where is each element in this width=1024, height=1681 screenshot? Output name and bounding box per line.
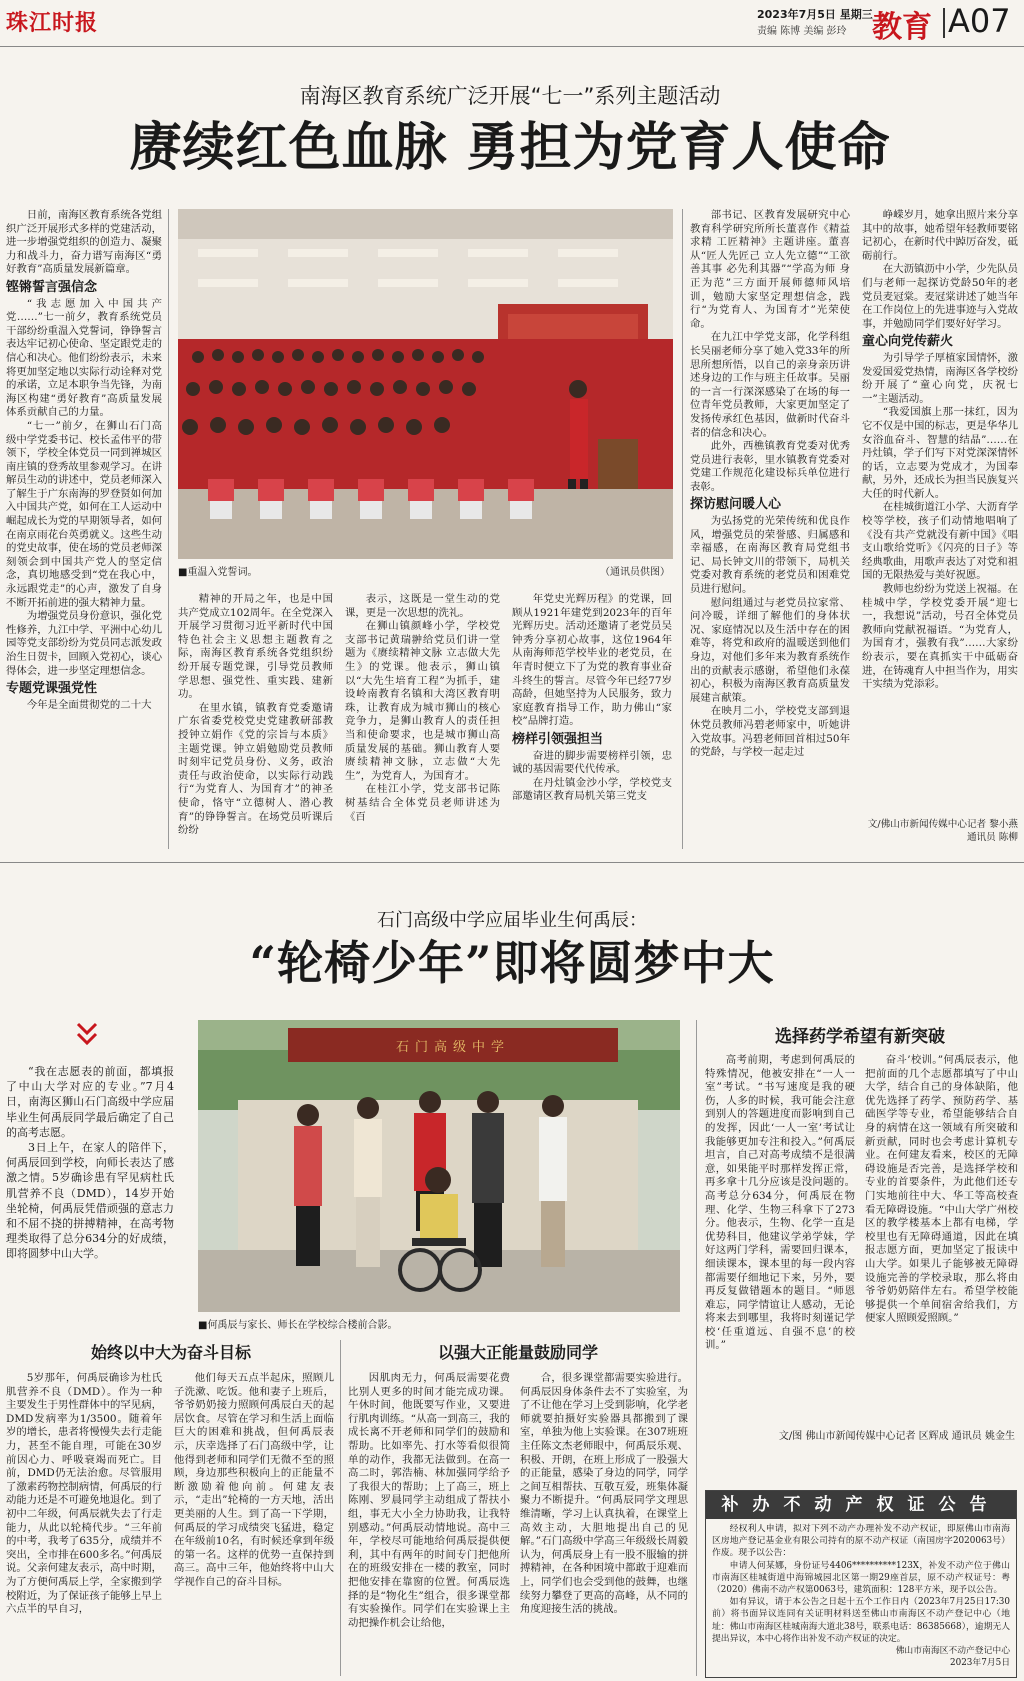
section-heading: 选择药学希望有新突破 <box>775 1027 945 1047</box>
paragraph: 在大沥镇沥中小学，少先队员们与老师一起探访党龄50年的老党员麦冠棠。麦冠棠讲述了她当年在工作岗位上的先进事迹与入党故事，并勉励同学们要好好学习。 <box>862 263 1018 330</box>
paragraph: 在桂江小学，党支部书记陈树基结合全体党员老师讲述为《百 <box>345 783 500 823</box>
paragraph: 在桂城街道江小学、大沥育学校等学校，孩子们动情地唱响了《没有共产党就没有新中国》《唱支山歌给党听》《闪亮的日子》等经典歌曲，用歌声表达了对党和祖国的无限热爱与美好祝愿。 <box>862 501 1018 582</box>
paragraph: 奋斗’校训。”何禹辰表示，他把前面的几个志愿都填写了中山大学，结合自己的身体缺陷，他优先选择了药学、预防药学、基础医学等专业，希望能够结合自身的病情在这一领域有所突破和新贡献，同时也会考虑计算机专业。在何建友看来，校区的无障碍设施是否完善，是选择学校和专业的首要条件，为此他们还专门实地前往中大、华工等高校查看无障碍设施。“中山大学广州校区的教学楼基本上都有电梯，学校里也有无障碍通道，因此在填报志愿方面，更加坚定了报读中山大学。如果儿子能够被无障碍设施完善的学校录取，那么将由爷爷奶奶陪伴左右。希望学校能够提供一个单间宿舍给我们，方便家人照顾爱照顾。” <box>865 1054 1018 1325</box>
oath-photo-caption: ■重温入党誓词。 <box>178 567 258 578</box>
story-divider <box>0 862 1024 863</box>
subheading: 榜样引领强担当 <box>512 731 604 747</box>
paragraph: “我志愿加入中国共产党……”七一前夕，教育系统党员干部纷纷重温入党誓词，铮铮誓言表达牢记初心使命、坚定跟党走的信心和决心。他们纷纷表示，未来将更加坚定地以实际行动诠释对党的承诺，立足本职争当先锋，为南海区构建“勇好教育”高质量发展体系贡献自己的力量。 <box>6 297 162 419</box>
paragraph: 今年是全面贯彻党的二十大 <box>26 698 152 711</box>
paragraph: 表示，这既是一堂生动的党课，更是一次思想的洗礼。 <box>345 593 500 619</box>
story2-lead <box>6 1064 174 1318</box>
paragraph: 高考前期，考虑到何禹辰的特殊情况，他被安排在“一人一室”考试。“书写速度是我的硬伤，人多的时候，我可能会注意到别人的答题进度而影响到自己的发挥，因此‘一人一室’考试让我能够更加专注和投入。”何禹辰坦言，自己对高考成绩不是很满意，如果能平时那样发挥正常，再多拿十几分应该是没问题的。高考总分634分，何禹辰在物理、化学、生物三科拿下了273分。他表示，生物、化学一直是优势科目，他建议学弟学妹，学好这两门学科，需要回归课本，细读课本，课本里的每一段内容都需要仔细地记下来，另外，要再反复做错题本的题目。“师恩难忘，同学情谊让人感动，无论将来去到哪里，我将时刻谨记学校‘任重道远、自强不息’的校训。” <box>705 1054 855 1352</box>
section-name: 教育 <box>872 10 932 45</box>
school-sign: 石门高级中学 <box>395 1040 510 1055</box>
graduate-photo-caption: ■何禹辰与家长、师长在学校综合楼前合影。 <box>198 1320 398 1331</box>
paragraph: 慰问组通过与老党员拉家常、问冷暖，详细了解他们的身体状况、家庭情况以及生活中存在的困难等，将党和政府的温暖送到他们身边，对他们多年来为教育系统作出的贡献表示感谢，希望他们永葆初心，积极为南海区教育高质量发展建言献策。 <box>690 596 850 704</box>
subheading: 探访慰问暖人心 <box>690 497 782 513</box>
story1-column-2 <box>178 593 333 849</box>
column-rule <box>168 209 169 849</box>
story2-column-c <box>348 1372 510 1676</box>
paragraph: 5岁那年，何禹辰确诊为杜氏肌营养不良（DMD）。作为一种主要发生于男性群体中的罕见病，DMD发病率为1/3500。随着年岁的增长，患者将慢慢失去行走能力，甚至不能自理，可能在30岁前因心力、呼吸衰竭而死亡。目前，DMD仍无法治愈。尽管服用了激素药物控制病情，何禹辰的行动能力还是不可避免地退化。到了初中二年级，何禹辰就失去了行走能力，从此以轮椅代步。“三年前的中考，我考了635分，成绩并不突出，全市排在600多名。”何禹辰说。父亲何建友表示，高中时期，为了方便何禹辰上学，全家搬到学校附近，为了保证孩子能够上早上六点半的早自习， <box>6 1372 162 1616</box>
column-rule <box>682 209 683 849</box>
paragraph: 如有异议，请于本公告之日起十五个工作日内（2023年7月25日17:30前）将书面异议连同有关证明材料送至佛山市南海区不动产登记中心（地址：佛山市南海区桂城南海大道北38号，联系电话：86385668），逾期无人提出异议，本中心将作出补发不动产权证的决定。 <box>712 1597 1010 1644</box>
byline: 文/图 佛山市新闻传媒中心记者 区辉成 通讯员 姚金生 <box>778 1431 1015 1442</box>
story2-byline <box>705 1430 1015 1484</box>
notice-date: 2023年7月5日 <box>950 1658 1010 1669</box>
oath-photo-credit: （通讯员供图） <box>600 567 670 578</box>
oath-photo-image <box>178 209 673 579</box>
paragraph: 精神的开局之年，也是中国共产党成立102周年。在全党深入开展学习贯彻习近平新时代中国特色社会主义思想主题教育之际，南海区教育系统各党组织纷纷开展专题党课，引导党员教师学思想、强党性、重实践、建新功。 <box>178 593 333 701</box>
column-rule <box>340 1340 341 1676</box>
paragraph: 合，很多课堂都需要实验进行。何禹辰因身体条件去不了实验室，为了不让他在学习上受到影响，化学老师就要拍摄好实验器具都搬到了课室，单独为他上实验课。在307班班主任陈文杰老师眼中，何禹辰乐观、积极、开朗，在班上形成了一股强大的正能量，感染了身边的同学，同学之间互相帮扶、互敬互爱，班集体凝聚力不断提升。“何禹辰同学文理思维清晰，学习上认真执着，在课堂上高效主动，大胆地提出自己的见解。”石门高级中学高三年级级长周毅认为，何禹辰身上有一股不服输的拼搏精神，在各种困境中都敢于迎难而上，同学们也会受到他的鼓舞，也继续努力攀登了更高的高峰，从不同的角度迎接生活的挑战。 <box>520 1372 688 1616</box>
story1-column-6 <box>862 209 1018 815</box>
story2-subtitle: 石门高级中学应届毕业生何禹辰： <box>377 910 647 931</box>
paragraph: 在九江中学党支部，化学科组长吴丽老师分享了她入党33年的所思所想所悟，以自己的亲身亲历讲述身边的工作与班主任故事。吴丽的一言一行深深感染了在场的每一位青年党员教师，大家更加坚定了发扬传承红色基因，做新时代奋斗者的信念和决心。 <box>690 331 850 439</box>
graduate-photo <box>198 1020 680 1312</box>
paragraph: 在丹灶镇金沙小学，学校党支部邀请区教育局机关第三党支 <box>512 776 672 803</box>
story2-column-a <box>6 1372 162 1676</box>
story2-column-f <box>865 1054 1018 1420</box>
paragraph: “七一”前夕，在狮山石门高级中学党委书记、校长孟伟平的带领下，学校全体党员一同到禅城区南庄镇的登秀故里参观学习。在讲解员生动的讲述中，党员老师深入了解生于广东南海的罗登贤如何加入中国共产党，如何在工人运动中崛起成长为党的早期领导者，如何在南京雨花台英勇就义。这些生动的党史故事，使在场的党员老师深刻领会到中国共产党人的坚定信念，真切地感受到“党在我心中，永远跟党走”的心声，激发了自身不断开拓前进的强大精神力量。 <box>6 419 162 609</box>
story2-column-e <box>705 1054 855 1420</box>
paragraph: 3日上午，在家人的陪伴下，何禹辰回到学校，向师长表达了感激之情。5岁确诊患有罕见病杜氏肌营养不良（DMD），14岁开始坐轮椅，何禹辰凭借顽强的意志力和不屈不挠的拼搏精神，在高考物理类取得了总分634分的好成绩，即将圆梦中山大学。 <box>6 1141 174 1261</box>
paragraph: 峥嵘岁月，她拿出照片来分享其中的故事，她希望年轻教师要铭记初心，在新时代中踔厉奋发，砥砺前行。 <box>862 209 1018 262</box>
story1-column-4 <box>512 593 672 849</box>
paragraph: 此外，西樵镇教育党委对优秀党员进行表彰，里水镇教育党委对党建工作规范化建设标兵单位进行表彰。 <box>690 440 850 493</box>
paragraph: 为弘扬党的光荣传统和优良作风，增强党员的荣誉感、归属感和幸福感，在南海区教育局党组书记、局长钟文川的带领下，局机关党委对教育系统的老党员和困难党员进行慰问。 <box>690 515 850 596</box>
story1-column-1 <box>6 209 162 849</box>
story2-column-b <box>174 1372 334 1676</box>
byline: 文/佛山市新闻传媒中心记者 黎小燕 通讯员 陈柳 <box>867 819 1018 843</box>
paragraph: 教师也纷纷为党送上祝福。在桂城中学，学校党委开展“迎七一，我想说”活动，号召全体党员教师向党献祝福语。“为党育人，为国育才，强教有我”……大家纷纷表示，要在真抓实干中砥砺奋进，在铸魂育人中担当作为，用实干实绩为党添彩。 <box>862 583 1018 691</box>
oath-photo <box>178 209 673 579</box>
paragraph: 他们每天五点半起床，照顾儿子洗漱、吃饭。他和妻子上班后，爷爷奶奶接力照顾何禹辰白天的起居饮食。尽管在学习和生活上面临巨大的困难和挑战，但何禹辰表示，庆幸选择了石门高级中学，让他得到老师和同学们无微不至的照顾，身边那些积极向上的正能量不断激励着他向前。何建友表示，“走出”轮椅的一方天地，活出更美丽的人生。到了高一下学期，何禹辰的学习成绩突飞猛进，稳定在年级前10名，有时候还拿到年级的第一名。这样的优势一直保持到高三。高中三年，他始终将中山大学视作自己的奋斗目标。 <box>174 1372 334 1588</box>
legal-notice <box>705 1490 1017 1678</box>
subheading: 铿锵誓言强信念 <box>6 279 98 295</box>
paragraph: 经权利人申请，拟对下列不动产办理补发不动产权证，即原佛山市南海区房地产登记基金业有限公司持有的原不动产权证（南国房字2020063号）作废。现予以公告： <box>712 1524 1010 1559</box>
section-heading: 始终以中大为奋斗目标 <box>90 1343 251 1362</box>
masthead-rule <box>0 46 1024 47</box>
section-heading: 以强大正能量鼓励同学 <box>437 1343 598 1362</box>
paragraph: 在狮山镇颜峰小学，学校党支部书记黄瑞翀给党员们讲一堂题为《赓续精神文脉 立志做大先生》的党课。他表示，狮山镇以“大先生培育工程”为抓手，建设岭南教育名镇和大湾区教育明珠，让教育成为城市狮山的核心竞争力，是狮山教育人的责任担当和使命要求，也是城市狮山高质量发展的基础。狮山教育人要赓续精神文脉，立志做“大先生”，为党育人，为国育才。 <box>345 620 500 782</box>
editors-credit: 责编 陈博 美编 彭玲 <box>757 26 847 37</box>
paragraph: 日前，南海区教育系统各党组织广泛开展形式多样的党建活动，进一步增强党组织的创造力、凝聚力和战斗力，奋力谱写南海区“勇好教育”高质量发展新篇章。 <box>6 209 162 276</box>
story1-subtitle: 南海区教育系统广泛开展“七一”系列主题活动 <box>299 84 721 108</box>
story1-column-5 <box>690 209 850 849</box>
paragraph: “我在志愿表的前面，都填报了中山大学对应的专业。”7月4日，南海区狮山石门高级中学应届毕业生何禹辰同学最后确定了自己的高考志愿。 <box>6 1065 174 1139</box>
paper-name-logo: 珠江时报 <box>6 10 99 36</box>
page-number: A07 <box>948 2 1011 40</box>
story1-headline: 赓续红色血脉 勇担为党育人使命 <box>129 117 891 178</box>
notice-body <box>712 1523 1010 1669</box>
masthead <box>0 0 1024 48</box>
issue-date: 2023年7月5日 星期三 <box>757 8 873 21</box>
story1-byline <box>862 818 1018 850</box>
notice-issuer: 佛山市南海区不动产登记中心 <box>895 1646 1010 1657</box>
story2-headline: “轮椅少年”即将圆梦中大 <box>249 936 775 990</box>
subheading: 童心向党传薪火 <box>862 334 954 350</box>
story2-column-d <box>520 1372 688 1676</box>
paragraph: “我爱国旗上那一抹红，因为它不仅是中国的标志，更是华华儿女浴血奋斗、智慧的结晶”……在丹灶镇，学子们写下对党深深情怀的话，立志要为党成才，为国奉献，另外，还成长为担当民族复兴大任的时代新人。 <box>862 406 1018 500</box>
subheading: 专题党课强党性 <box>6 681 98 697</box>
paragraph: 在映月二小，学校党支部到退休党员教师冯碧老师家中，听她讲入党故事。冯碧老师回首相过50年的党龄，与学校一起走过 <box>690 705 850 759</box>
paragraph: 为增强党员身份意识，强化党性修养，九江中学、平洲中心幼儿园等党支部纷纷为党员同志派发政治生日贺卡，回顾入党初心，谈心得体会，进一步坚定理想信念。 <box>6 610 162 677</box>
story1-column-3 <box>345 593 500 849</box>
paragraph: 为引导学子厚植家国情怀，激发爱国爱党热情，南海区各学校纷纷开展了“童心向党，庆祝七一”主题活动。 <box>862 351 1018 405</box>
chevron-down-icon <box>76 1022 98 1048</box>
paragraph: 在里水镇，镇教育党委邀请广东省委党校党史党建教研部教授钟立娟作《党的宗旨与本质》主题党课。钟立娟勉励党员教师时刻牢记党员身份、义务，政治责任与政治使命，以实际行动践行“为党育人、为国育才”的神圣使命，恪守“立德树人、潜心教育”的铮铮誓言。在场党员听课后纷纷 <box>178 701 333 837</box>
graduate-photo-image <box>198 1020 680 1312</box>
paragraph: 部书记、区教育发展研究中心教育科学研究所所长董喜作《精益求精 工匠精神》主题讲座。董喜从“匠人先匠己 立人先立德”“工欲善其事 必先利其器”“学高为师 身正为范”三方面开展师德师风培训，勉励大家坚定理想信念，践行“为党育人、为国育才”光荣使命。 <box>690 209 850 330</box>
paragraph: 奋进的脚步需要榜样引领，忠诚的基因需要代代传承。 <box>512 749 672 776</box>
column-rule <box>696 1020 697 1676</box>
paragraph: 年党史光辉历程》的党课，回顾从1921年建党到2023年的百年光辉历史。活动还邀请了老党员吴钟秀分享初心故事，这位1964年从南海师范学校毕业的老党员，在年青时便立下了为党的教育事业奋斗终生的誓言。尽管今年已经77岁高龄，但她坚持为人民服务，致力家庭教育指导工作，助力佛山“家校”品牌打造。 <box>512 593 672 728</box>
paragraph: 申请人何某娜，身份证号4406**********123X，补发不动产位于佛山市南海区桂城街道中海锦城园北区第一期29座首层，原不动产权证号：粤（2020）佛南不动产权第0063号，建筑面积：128平方米，现予以公告。 <box>712 1560 1010 1596</box>
paragraph: 因肌肉无力，何禹辰需要花费比别人更多的时间才能完成功课。午休时间，他既要写作业，又要进行肌肉训练。“从高一到高三，我的成长离不开老师和同学们的鼓励和帮助。比如率先、打水等看似很简单的动作，我都无法做到。在高一高二时，郭浩楠、林加强同学给予了我很大的帮助；上了高三，班上陈刚、罗晨同学主动组成了帮扶小组，事无大小全力协助我，让我特别感动。”何禹辰动情地说。高中三年，学校尽可能地给何禹辰提供便利，其中有两年的时间专门把他所在的班级安排在一楼的教室，同时把他安排在靠窗的位置。何禹辰选择的是“物化生”组合，很多课堂都有实验操作。同学们在实验课上主动把操作机会让给他， <box>348 1372 510 1629</box>
notice-title: 补办不动产权证公告 <box>706 1491 1016 1519</box>
